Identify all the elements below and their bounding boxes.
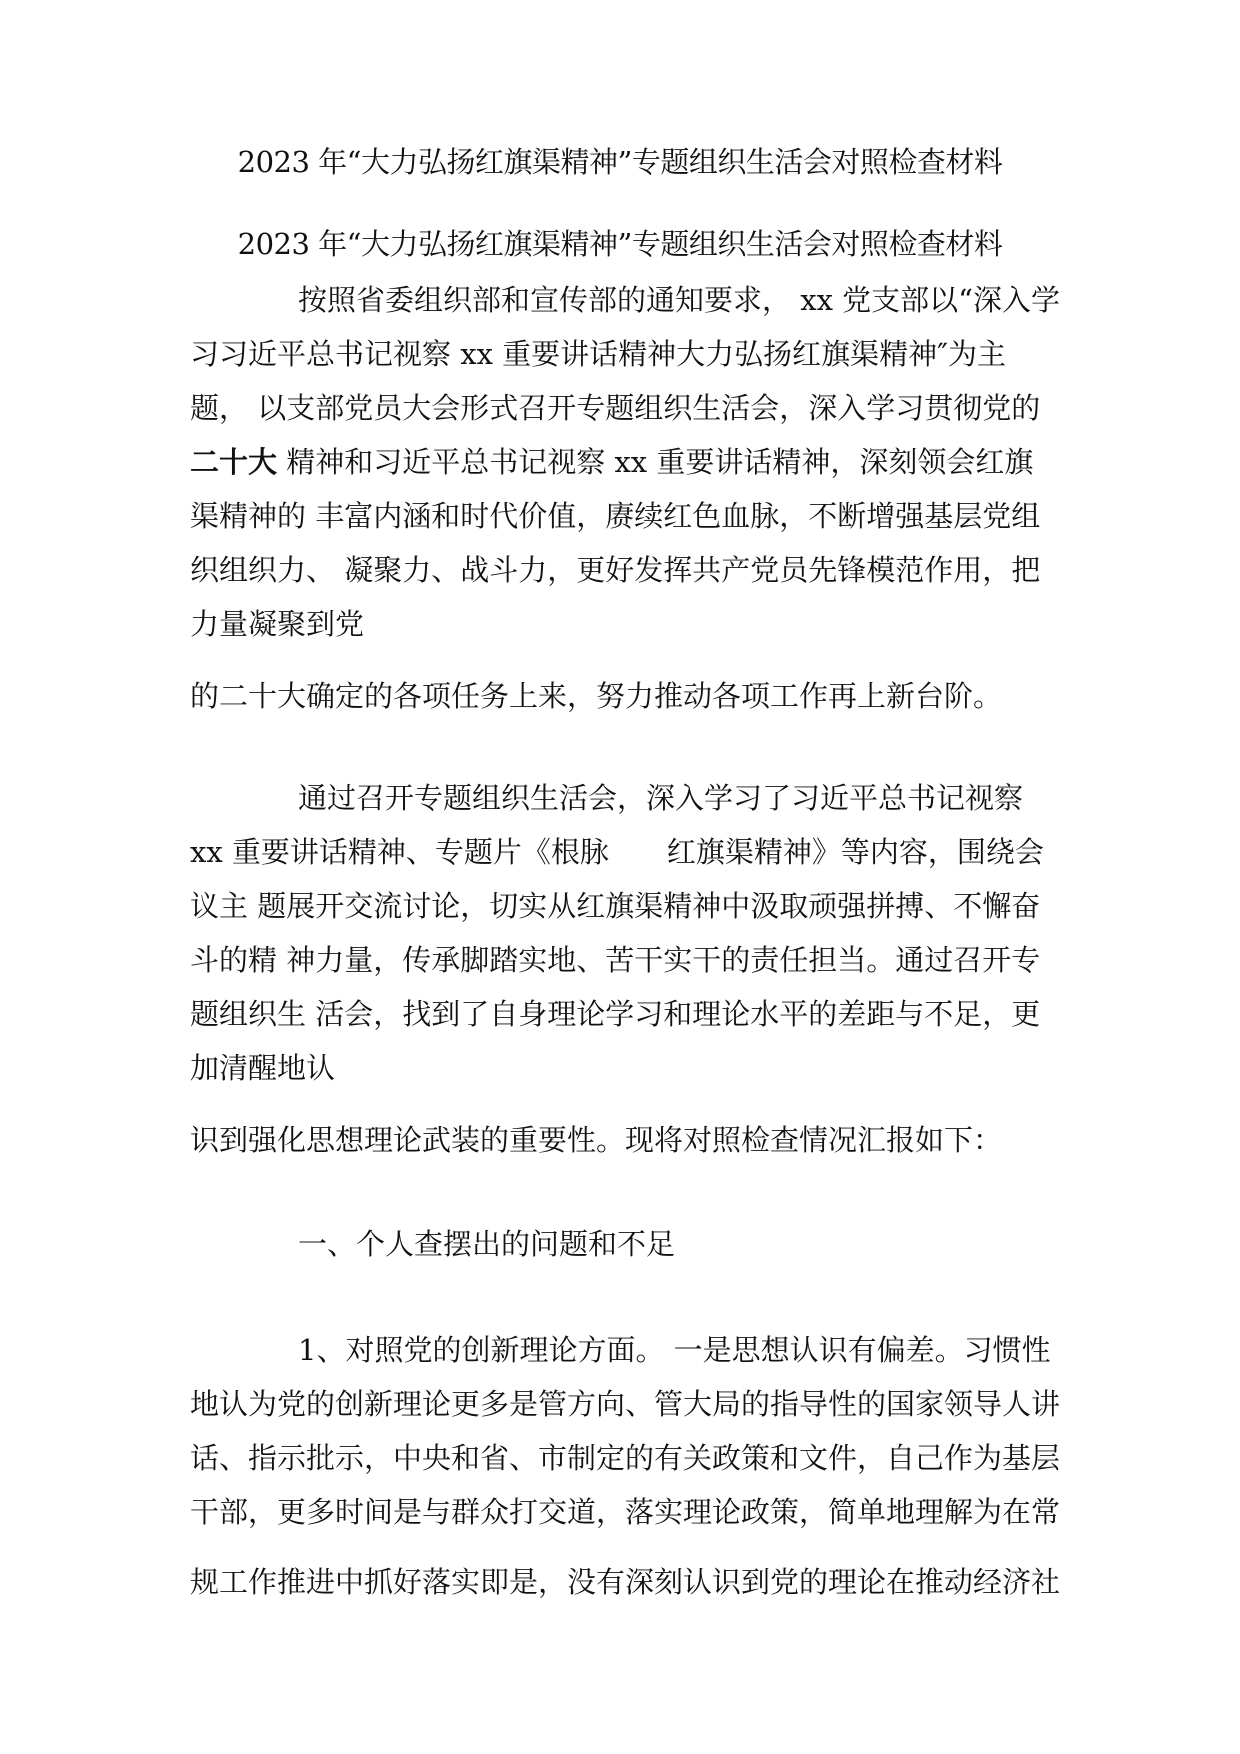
text-line: 题， 以支部党员大会形式召开专题组织生活会，深入学习贯彻党的 [190,391,1041,425]
text-line: 的二十大确定的各项任务上来，努力推动各项工作再上新台阶。 [190,679,1003,713]
text-line: 力量凝聚到党 [190,607,365,641]
text-line: 话、指示批示，中央和省、市制定的有关政策和文件，自己作为基层 [190,1441,1061,1475]
text-line: 渠精神的 丰富内涵和时代价值，赓续红色血脉，不断增强基层党组 [190,499,1041,533]
bold-text: 二十大 [190,445,278,479]
text-line: 通过召开专题组织生活会，深入学习了习近平总书记视察 [298,781,1024,815]
text-span: 精神和习近平总书记视察 xx 重要讲话精神，深刻领会红旗 [286,445,1034,479]
text-line: 织组织力、 凝聚力、战斗力，更好发挥共产党员先锋模范作用，把 [190,553,1041,587]
text-line: 斗的精 神力量，传承脚踏实地、苦干实干的责任担当。通过召开专 [190,943,1041,977]
text-line: 题组织生 活会，找到了自身理论学习和理论水平的差距与不足，更 [190,997,1041,1031]
text-line: 议主 题展开交流讨论，切实从红旗渠精神中汲取顽强拼搏、不懈奋 [190,889,1041,923]
text-line: 按照省委组织部和宣传部的通知要求， xx 党支部以“深入学 [298,283,1060,317]
text-line: 识到强化思想理论武装的重要性。现将对照检查情况汇报如下： [190,1123,1003,1157]
text-line: 地认为党的创新理论更多是管方向、管大局的指导性的国家领导人讲 [190,1387,1061,1421]
document-title: 2023 年“大力弘扬红旗渠精神”专题组织生活会对照检查材料 [237,145,1003,179]
text-line [190,442,1060,482]
text-line: 加清醒地认 [190,1051,336,1085]
text-line: 1、对照党的创新理论方面。 一是思想认识有偏差。习惯性 [298,1333,1051,1367]
section-heading: 一、个人查摆出的问题和不足 [298,1227,676,1261]
document-subtitle: 2023 年“大力弘扬红旗渠精神”专题组织生活会对照检查材料 [237,227,1003,261]
text-line: 规工作推进中抓好落实即是，没有深刻认识到党的理论在推动经济社 [190,1565,1061,1599]
text-line: 习习近平总书记视察 xx 重要讲话精神大力弘扬红旗渠精神″为主 [190,337,1006,371]
text-line: xx 重要讲话精神、专题片《根脉 红旗渠精神》等内容，围绕会 [190,835,1044,869]
text-line: 干部，更多时间是与群众打交道，落实理论政策，简单地理解为在常 [190,1495,1061,1529]
